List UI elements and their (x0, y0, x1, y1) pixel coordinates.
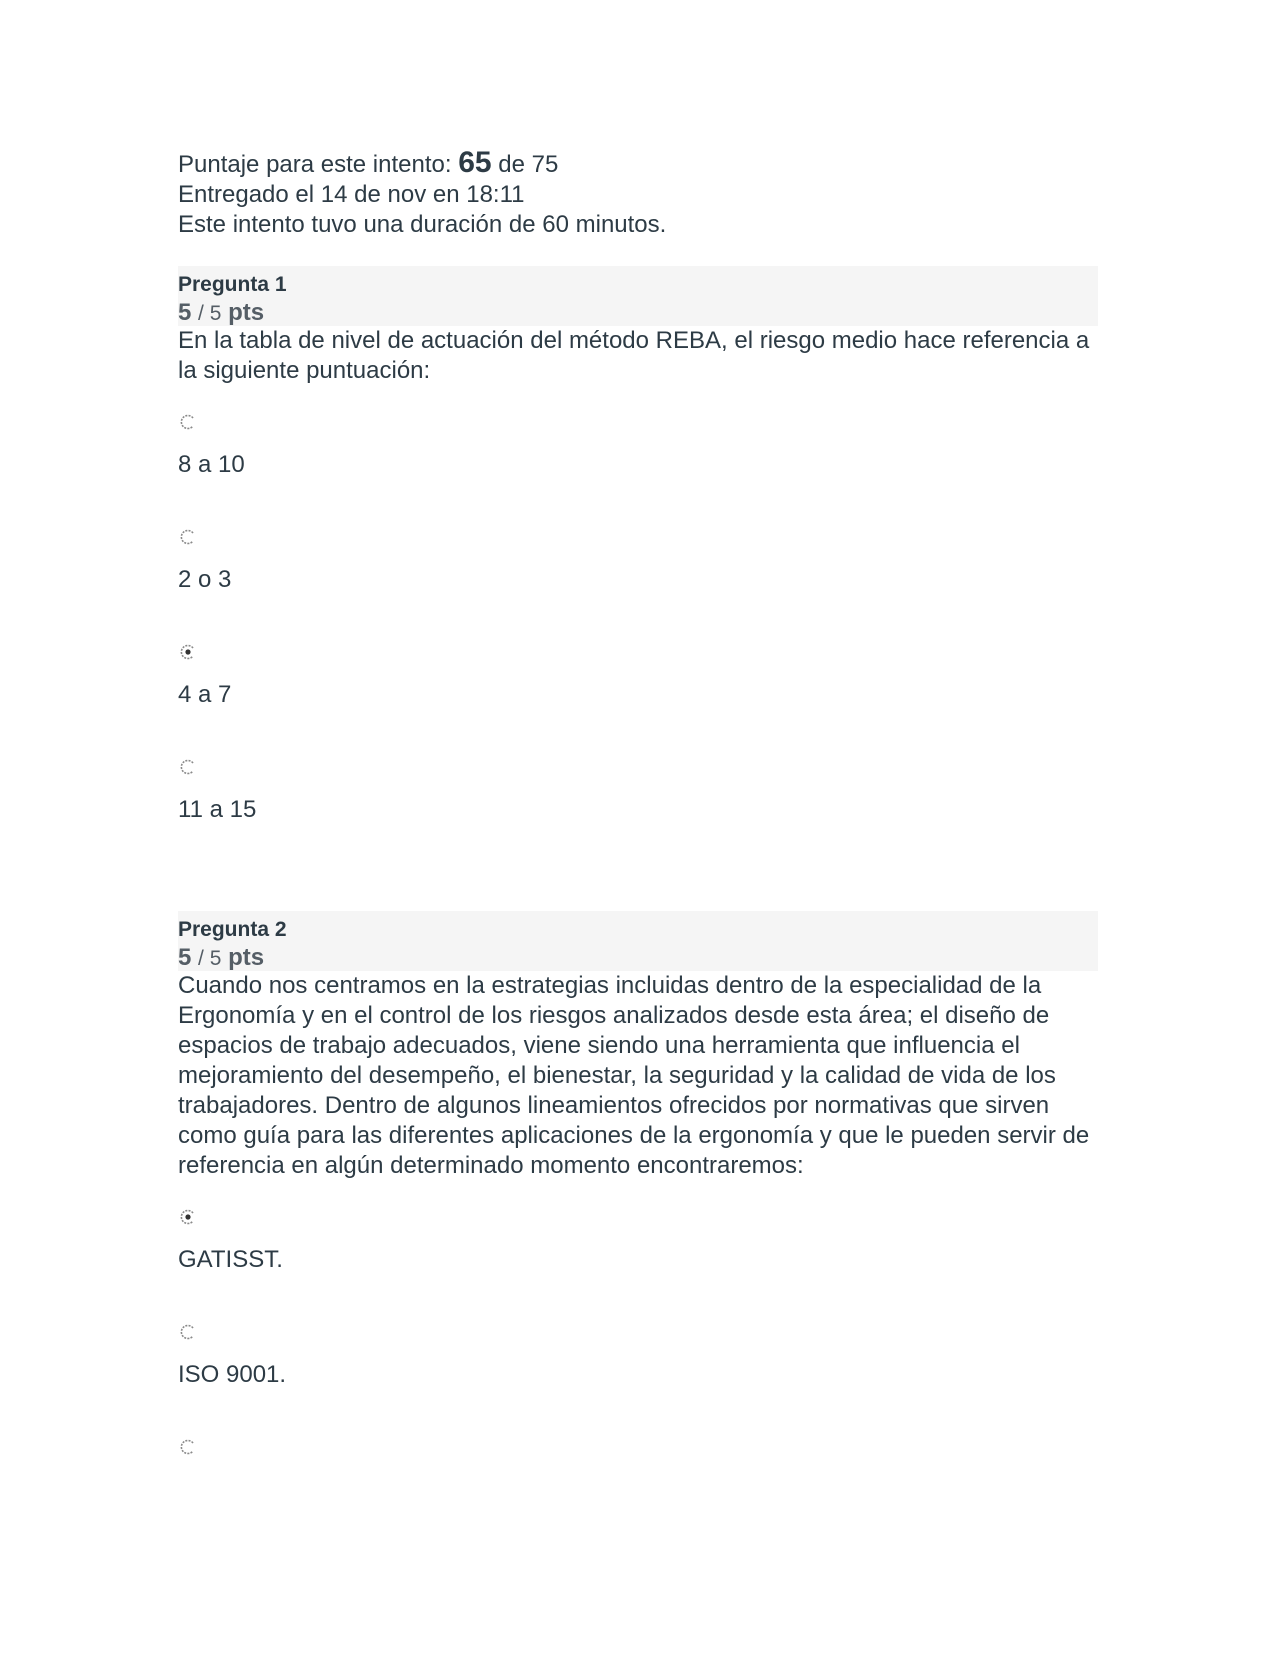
score-label: Puntaje para este intento: (178, 151, 452, 178)
score-value: 65 (458, 146, 492, 179)
answer-option[interactable] (178, 749, 1098, 864)
radio-unselected-icon[interactable] (180, 529, 196, 545)
answer-option[interactable] (178, 519, 1098, 634)
answer-option[interactable] (178, 404, 1098, 519)
submitted-date: Entregado el 14 de nov en 18:11 (178, 181, 525, 208)
answer-option-selected[interactable] (178, 634, 1098, 749)
points-unit: pts (228, 299, 265, 326)
points-total: / 5 (198, 947, 222, 970)
radio-unselected-icon[interactable] (180, 414, 196, 430)
answer-label: 2 o 3 (178, 566, 232, 593)
question-1 (178, 266, 1098, 864)
question-2 (178, 911, 1098, 1544)
answer-option-selected[interactable] (178, 1199, 1098, 1314)
points-unit: pts (228, 944, 265, 971)
answer-label: 8 a 10 (178, 451, 245, 478)
answer-option[interactable] (178, 1429, 1098, 1544)
score-line (178, 148, 1098, 180)
question-points (178, 298, 1098, 329)
answer-label: 11 a 15 (178, 796, 257, 823)
question-header (178, 911, 1098, 971)
answer-option[interactable] (178, 1314, 1098, 1429)
radio-unselected-icon[interactable] (180, 1439, 196, 1455)
radio-unselected-icon[interactable] (180, 1324, 196, 1340)
quiz-results-page (178, 146, 1098, 1388)
radio-selected-icon[interactable] (180, 644, 196, 660)
points-earned: 5 (178, 299, 192, 326)
answer-label: ISO 9001. (178, 1361, 287, 1388)
question-title: Pregunta 1 (178, 273, 287, 296)
radio-unselected-icon[interactable] (180, 759, 196, 775)
question-text: Cuando nos centramos en la estrategias incluidas dentro de la especialidad de la Ergonomía y en el control de los riesgos analizados desde esta área; el diseño de espacios de trabajo adecuados, viene siendo una herramienta que influencia el mejoramiento del desempeño, el bienestar, la seguridad y la calidad de vida de los trabajadores. Dentro de algunos lineamientos ofrecidos por normativas que sirven como guía para las diferentes aplicaciones de la ergonomía y que le pueden servir de referencia en algún determinado momento encontraremos: (178, 972, 1090, 1179)
radio-selected-icon[interactable] (180, 1209, 196, 1225)
points-earned: 5 (178, 944, 192, 971)
points-total: / 5 (198, 302, 222, 325)
answer-list (178, 1199, 1098, 1544)
attempt-summary (178, 148, 1098, 240)
attempt-duration: Este intento tuvo una duración de 60 minutos. (178, 211, 667, 238)
answer-label: GATISST. (178, 1246, 283, 1273)
answer-label: 4 a 7 (178, 681, 232, 708)
question-text: En la tabla de nivel de actuación del método REBA, el riesgo medio hace referencia a la siguiente puntuación: (178, 327, 1090, 384)
question-points (178, 943, 1098, 974)
question-header (178, 266, 1098, 326)
score-of: de 75 (498, 151, 559, 178)
answer-list (178, 404, 1098, 864)
question-title: Pregunta 2 (178, 918, 287, 941)
